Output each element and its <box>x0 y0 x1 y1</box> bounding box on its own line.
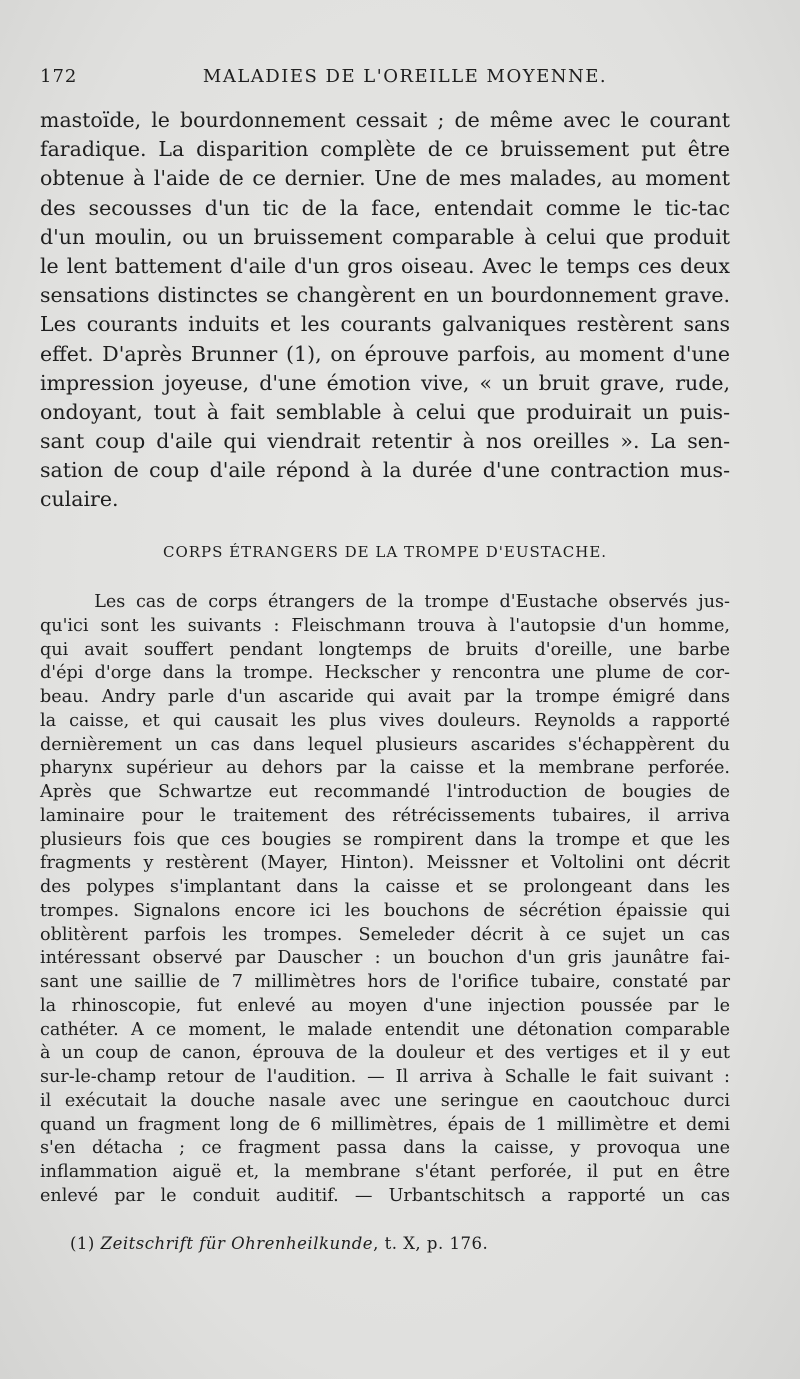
text-line: pharynx supérieur au dehors par la caisse et la membrane perforée. <box>40 758 730 779</box>
text-line: la rhinoscopie, fut enlevé au moyen d'une injection poussée par le <box>40 995 730 1016</box>
text-line: sant coup d'aile qui viendrait retentir à nos oreilles ». La sen- <box>40 429 730 454</box>
footnote-marker: (1) <box>70 1234 95 1253</box>
text-line: cathéter. A ce moment, le malade entendit une détonation comparable <box>40 1019 730 1040</box>
text-line: faradique. La disparition complète de ce bruissement put être <box>40 137 730 162</box>
text-line: laminaire pour le traitement des rétrécissements tubaires, il arriva <box>40 805 730 826</box>
text-line: obtenue à l'aide de ce dernier. Une de mes malades, au moment <box>40 166 730 191</box>
text-line: oblitèrent parfois les trompes. Semeleder décrit à ce sujet un cas <box>40 924 730 945</box>
footnote <box>70 1234 730 1253</box>
text-line: dernièrement un cas dans lequel plusieurs ascarides s'échappèrent du <box>40 734 730 755</box>
text-line: Les courants induits et les courants galvaniques restèrent sans <box>40 312 730 337</box>
text-line: beau. Andry parle d'un ascaride qui avait par la trompe émigré dans <box>40 687 730 707</box>
text-line: sensations distinctes se changèrent en un bourdonnement grave. <box>40 283 730 308</box>
text-line: quand un fragment long de 6 millimètres, épais de 1 millimètre et demi <box>40 1114 730 1135</box>
text-line: s'en détacha ; ce fragment passa dans la caisse, y provoqua une <box>40 1138 730 1159</box>
text-line: d'épi d'orge dans la trompe. Heckscher y rencontra une plume de cor- <box>40 663 730 684</box>
paragraph-continuation <box>40 106 730 515</box>
text-line: culaire. <box>40 487 119 512</box>
text-line: intéressant observé par Dauscher : un bouchon d'un gris jaunâtre fai- <box>40 948 730 969</box>
text-line: mastoïde, le bourdonnement cessait ; de même avec le courant <box>40 108 730 132</box>
text-line: enlevé par le conduit auditif. — Urbantschitsch a rapporté un cas <box>40 1185 730 1206</box>
text-line: la caisse, et qui causait les plus vives douleurs. Reynolds a rapporté <box>40 710 730 731</box>
text-line: trompes. Signalons encore ici les bouchons de sécrétion épaissie qui <box>40 900 730 921</box>
text-line: Les cas de corps étrangers de la trompe d'Eustache observés jus- <box>66 592 730 612</box>
text-line: d'un moulin, ou un bruissement comparable à celui que produit <box>40 224 730 249</box>
text-line: impression joyeuse, d'une émotion vive, « un bruit grave, rude, <box>40 370 730 395</box>
text-line: qu'ici sont les suivants : Fleischmann trouva à l'autopsie d'un homme, <box>40 615 730 636</box>
text-line: qui avait souffert pendant longtemps de bruits d'oreille, une barbe <box>40 639 730 660</box>
text-line: ondoyant, tout à fait semblable à celui que produirait un puis- <box>40 399 730 424</box>
text-line: sur-le-champ retour de l'audition. — Il arriva à Schalle le fait suivant : <box>40 1067 730 1087</box>
text-line: des polypes s'implantant dans la caisse et se prolongeant dans les <box>40 877 730 897</box>
text-line: plusieurs fois que ces bougies se rompirent dans la trompe et que les <box>40 829 730 850</box>
text-line: il exécutait la douche nasale avec une seringue en caoutchouc durci <box>40 1090 730 1111</box>
text-line: Après que Schwartze eut recommandé l'introduction de bougies de <box>40 782 730 802</box>
text-line: effet. D'après Brunner (1), on éprouve parfois, au moment d'une <box>40 341 730 366</box>
running-head: MALADIES DE L'OREILLE MOYENNE. <box>202 66 608 87</box>
text-line: sant une saillie de 7 millimètres hors de l'orifice tubaire, constaté par <box>40 972 730 992</box>
page-header <box>40 66 730 90</box>
text-line: le lent battement d'aile d'un gros oiseau. Avec le temps ces deux <box>40 253 730 278</box>
text-line: fragments y restèrent (Mayer, Hinton). Meissner et Voltolini ont décrit <box>40 853 730 874</box>
footnote-journal-title: Zeitschrift für Ohrenheilkunde <box>100 1234 374 1253</box>
text-line: inflammation aiguë et, la membrane s'étant perforée, il put en être <box>40 1162 730 1182</box>
section-title: CORPS ÉTRANGERS DE LA TROMPE D'EUSTACHE. <box>162 543 608 561</box>
page-number: 172 <box>40 66 78 87</box>
text-line: à un coup de canon, éprouva de la douleur et des vertiges et il y eut <box>40 1043 730 1064</box>
text-line: des secousses d'un tic de la face, entendait comme le tic-tac <box>40 195 730 220</box>
footnote-citation: , t. X, p. 176. <box>373 1234 489 1253</box>
paragraph-foreign-bodies <box>40 591 730 1209</box>
text-line: sation de coup d'aile répond à la durée d'une contraction mus- <box>40 458 730 483</box>
